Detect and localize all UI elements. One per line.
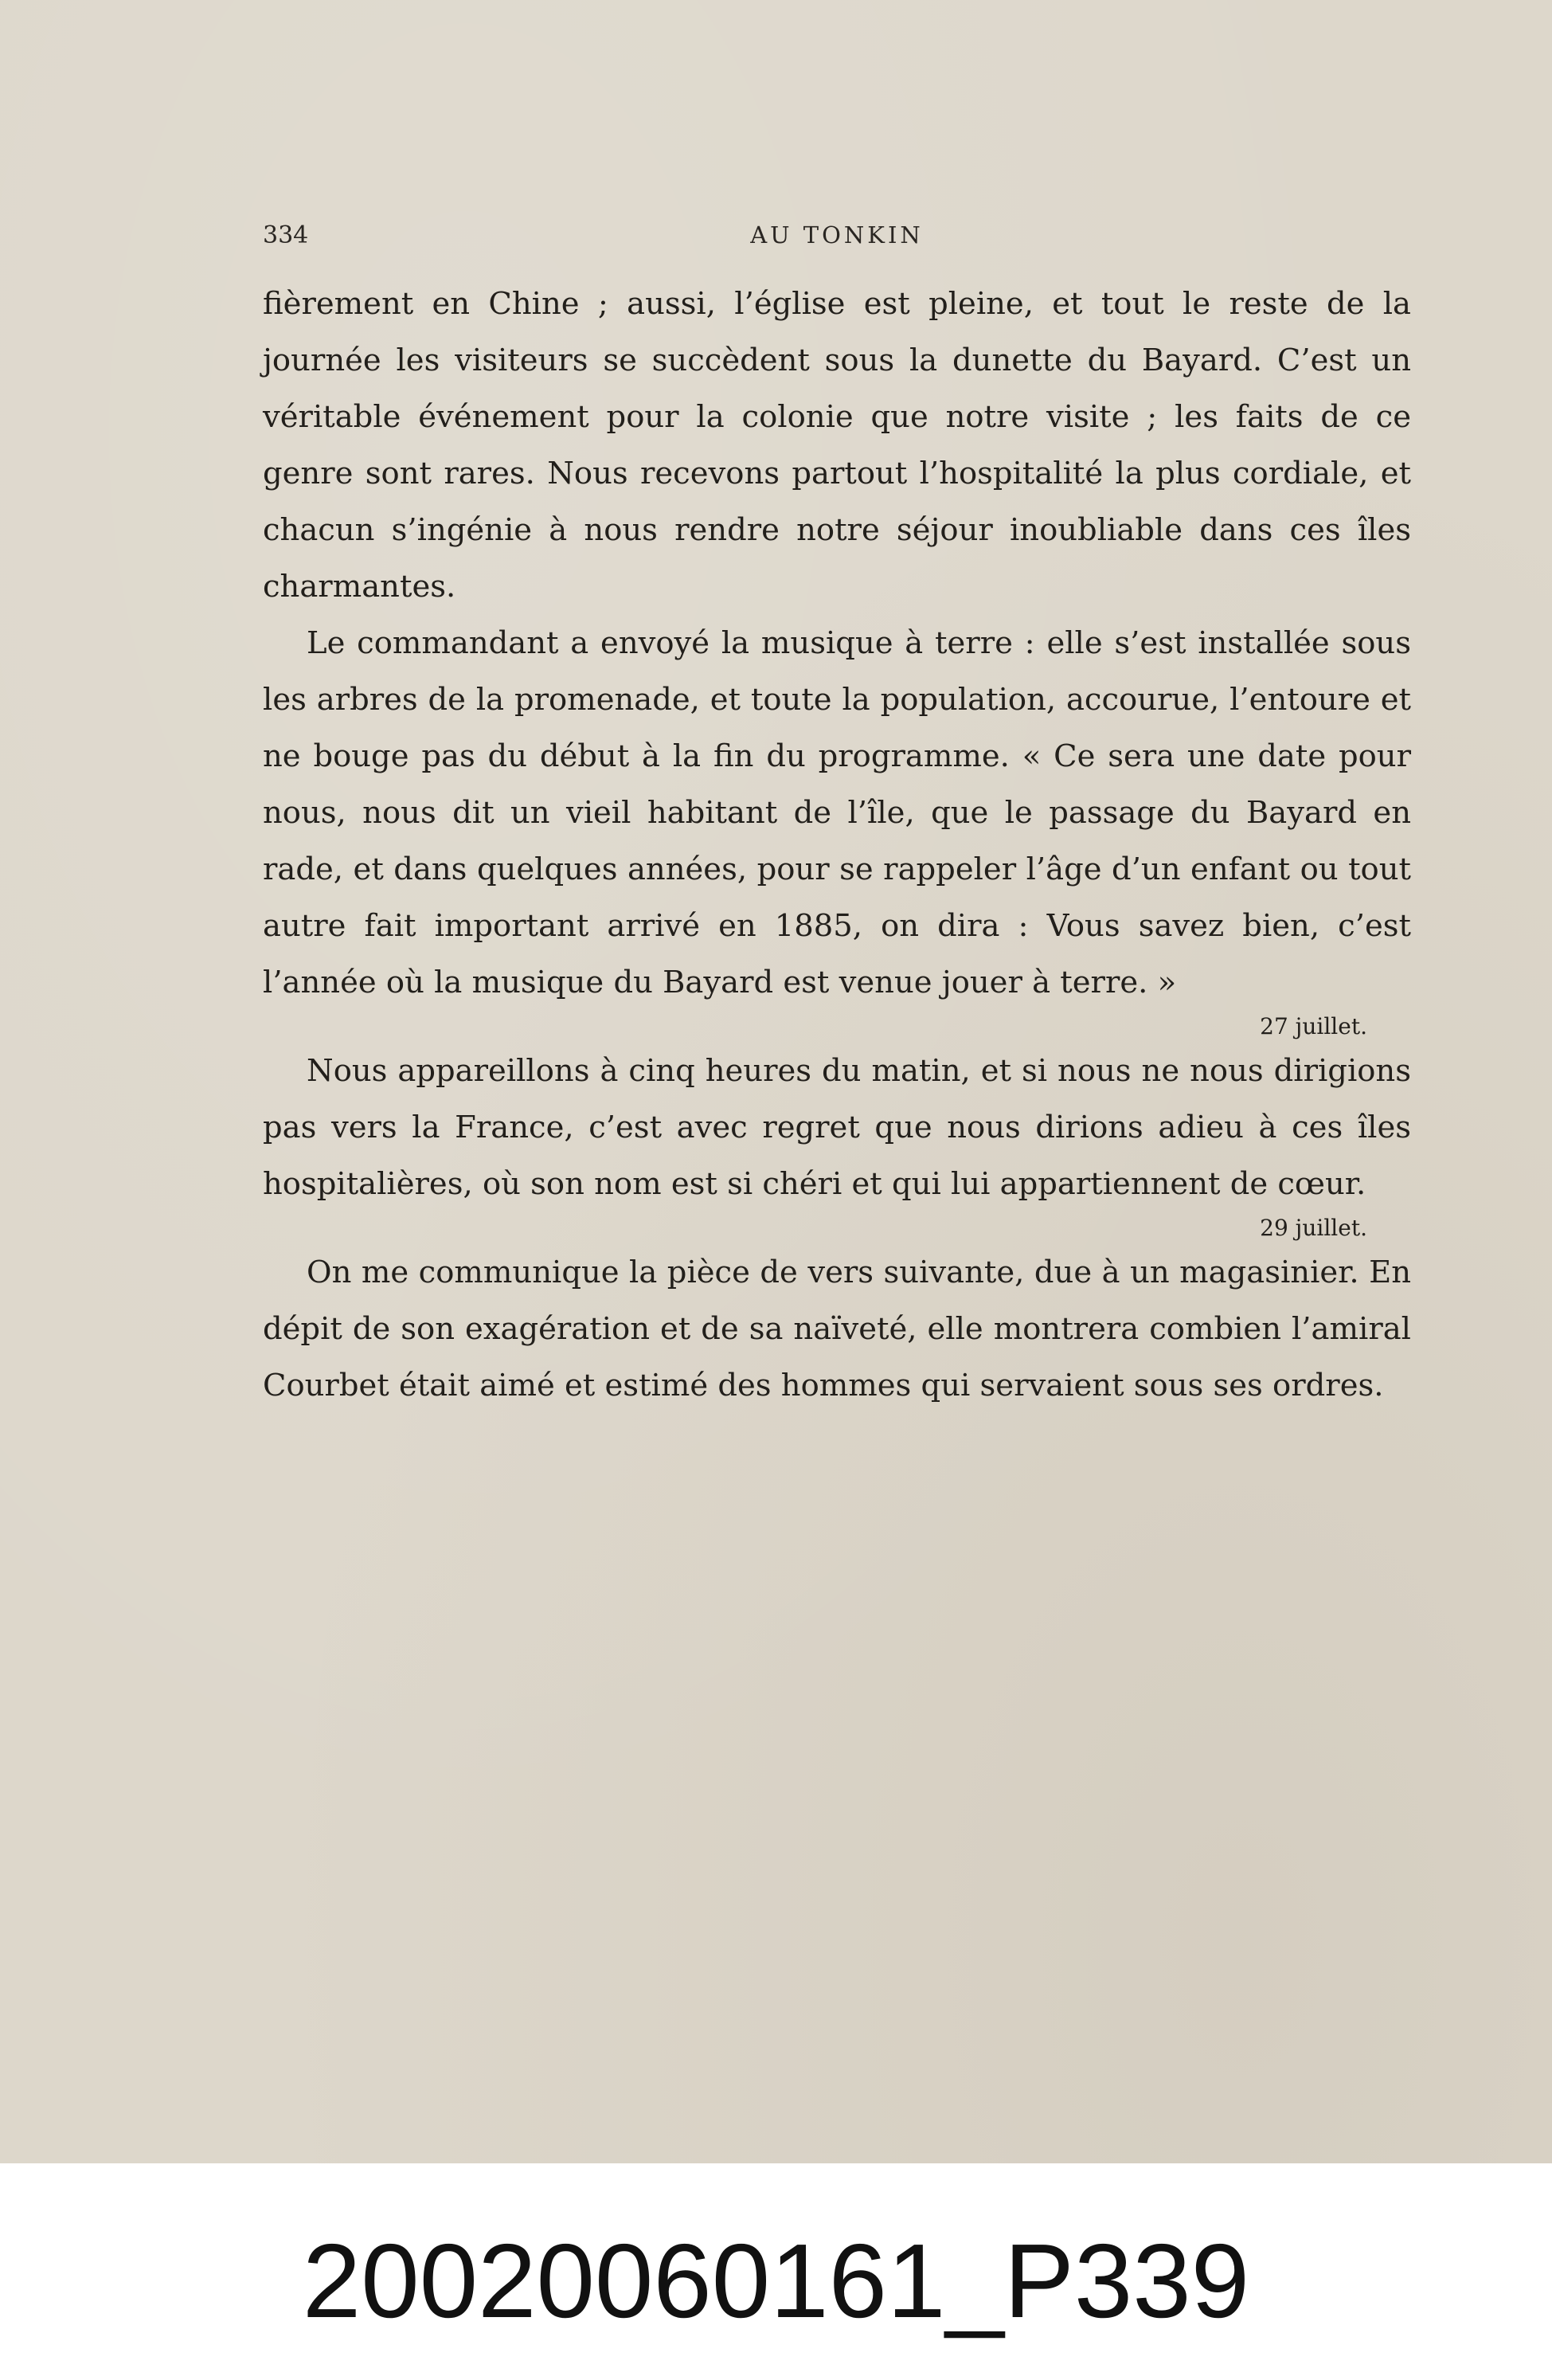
page-header [263, 221, 1411, 253]
paragraph-1: fièrement en Chine ; aussi, l’église est pleine, et tout le reste de la journée les visiteurs se succèdent sous la dunette du Bayard. C’est un véritable événement pour la colonie que notre visite ; les faits de ce genre sont rares. Nous recevons partout l’hospitalité la plus cordiale, et chacun s’ingénie à nous rendre notre séjour inoubliable dans ces îles charmantes. [263, 286, 1411, 605]
image-identifier: 20020060161_P339 [302, 2222, 1250, 2339]
paragraph-2: Le commandant a envoyé la musique à terre : elle s’est installée sous les arbres de la promenade, et toute la population, accourue, l’entoure et ne bouge pas du début à la fin du programme. « Ce sera une date pour nous, nous dit un vieil habitant de l’île, que le passage du Bayard en rade, et dans quelques années, pour se rappeler l’âge d’un enfant ou tout autre fait important arrivé en 1885, on dira : Vous savez bien, c’est l’année où la musique du Bayard est venue jouer à terre. » [263, 625, 1411, 1000]
dateline-2: 29 juillet. [1260, 1215, 1367, 1241]
page-number: 334 [263, 221, 309, 249]
paragraph-3: Nous appareillons à cinq heures du matin, et si nous ne nous dirigions pas vers la France, c’est avec regret que nous dirions adieu à ces îles hospitalières, où son nom est si chéri et qui lui appartiennent de cœur. [263, 1053, 1411, 1202]
image-caption-bar [0, 2163, 1552, 2380]
paragraph-4: On me communique la pièce de vers suivante, due à un magasinier. En dépit de son exagération et de sa naïveté, elle montrera combien l’amiral Courbet était aimé et estimé des hommes qui servaient sous ses ordres. [263, 1255, 1411, 1403]
running-head: AU TONKIN [750, 221, 924, 249]
body-text [263, 276, 1411, 1414]
dateline-1: 27 juillet. [1260, 1013, 1367, 1039]
